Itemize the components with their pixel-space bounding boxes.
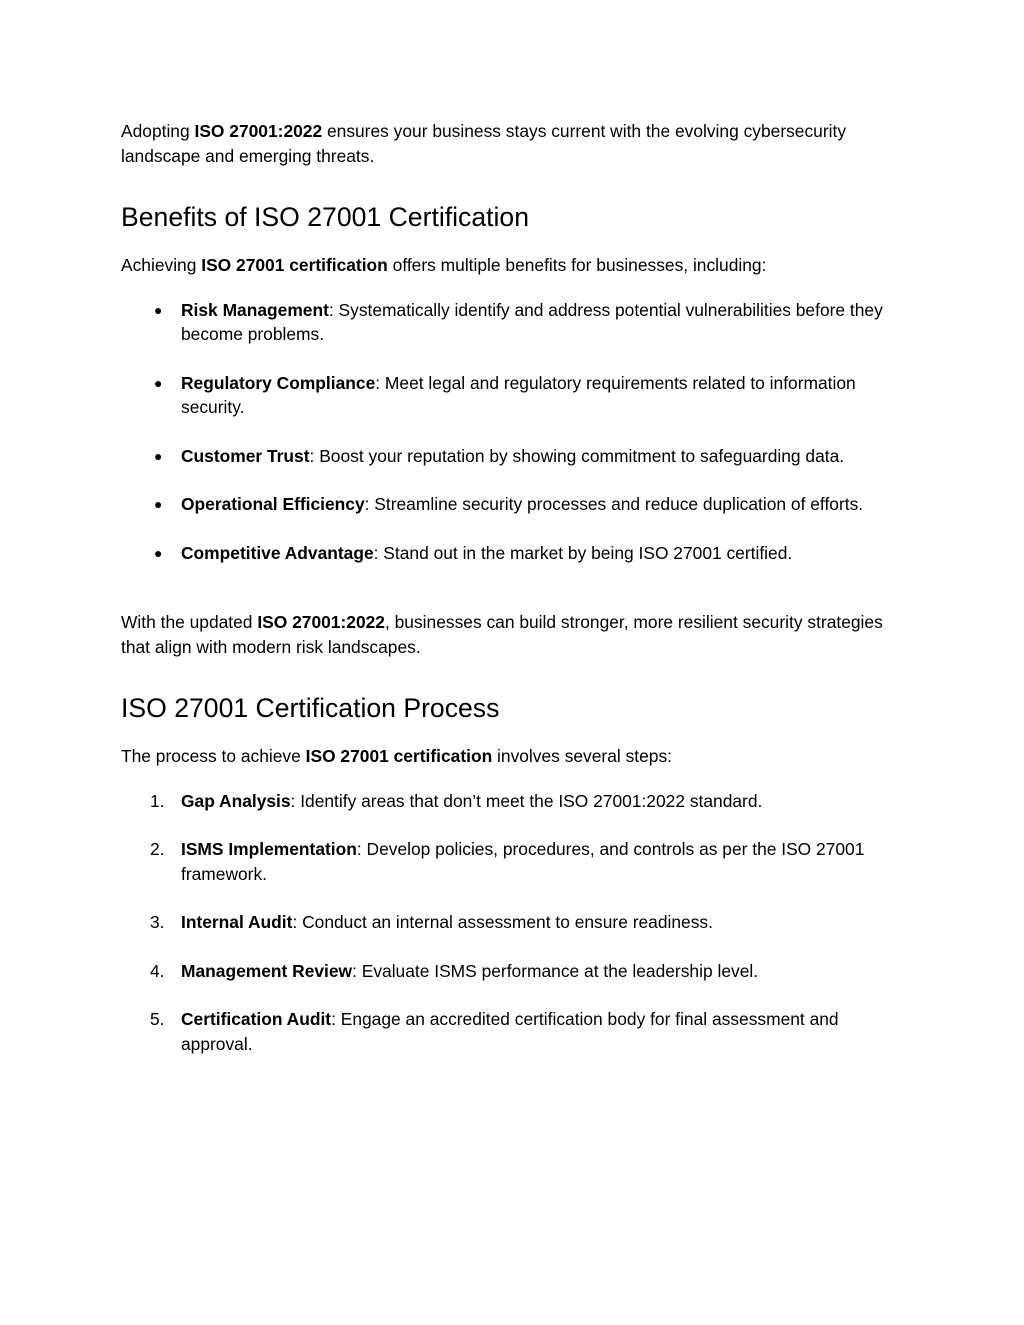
step-number: 2. (150, 839, 165, 859)
benefits-lead-prefix: Achieving (121, 255, 202, 275)
list-item (121, 789, 911, 814)
step-number: 3. (150, 912, 165, 932)
list-item (121, 298, 911, 347)
benefit-text: : Streamline security processes and reduce duplication of efforts. (364, 494, 864, 514)
intro-prefix: Adopting (121, 121, 195, 141)
step-term: Gap Analysis (181, 790, 291, 811)
outro-suffix: , businesses can build stronger, more resilient security strategies that align with modern risk landscapes. (121, 612, 883, 657)
step-text: : Develop policies, procedures, and controls as per the ISO 27001 framework. (181, 839, 865, 884)
benefit-term: Risk Management (181, 299, 329, 320)
bullet-icon: ● (154, 496, 163, 512)
intro-bold: ISO 27001:2022 (194, 121, 323, 141)
step-text: : Identify areas that don’t meet the ISO 27001:2022 standard. (290, 790, 763, 811)
benefits-list (121, 298, 911, 566)
benefits-lead-suffix: offers multiple benefits for businesses, including: (387, 255, 767, 275)
benefit-text: : Boost your reputation by showing commitment to safeguarding data. (309, 445, 845, 466)
list-item (121, 959, 911, 984)
benefit-text: : Systematically identify and address potential vulnerabilities before they become problems. (181, 299, 883, 344)
list-item (121, 444, 911, 469)
process-lead-bold: ISO 27001 certification (305, 746, 493, 766)
document-page (121, 119, 911, 1056)
list-item (121, 541, 911, 566)
benefit-term: Operational Efficiency (181, 494, 365, 514)
list-item (121, 837, 911, 886)
benefit-text: : Stand out in the market by being ISO 27001 certified. (373, 542, 793, 563)
process-steps-list (121, 789, 911, 1057)
process-lead-prefix: The process to achieve (121, 746, 306, 766)
list-item (121, 910, 911, 935)
benefit-text: : Meet legal and regulatory requirements related to information security. (181, 372, 856, 417)
benefits-lead-bold: ISO 27001 certification (201, 255, 388, 275)
bullet-icon: ● (154, 301, 163, 318)
step-term: Management Review (181, 960, 353, 981)
step-number: 5. (150, 1009, 165, 1029)
step-term: Internal Audit (181, 912, 293, 932)
step-text: : Conduct an internal assessment to ensure readiness. (292, 912, 713, 932)
bullet-icon: ● (154, 544, 163, 561)
step-term: Certification Audit (181, 1009, 332, 1029)
step-text: : Engage an accredited certification body for final assessment and approval. (181, 1009, 839, 1054)
bullet-icon: ● (154, 447, 163, 464)
process-heading: ISO 27001 Certification Process (121, 693, 500, 723)
benefit-term: Customer Trust (181, 445, 310, 466)
outro-bold: ISO 27001:2022 (257, 612, 385, 632)
benefits-heading: Benefits of ISO 27001 Certification (121, 202, 529, 232)
step-term: ISMS Implementation (181, 839, 357, 859)
step-number: 1. (150, 790, 165, 811)
intro-paragraph (121, 119, 911, 168)
bullet-icon: ● (154, 374, 163, 391)
benefits-lead (121, 253, 911, 278)
intro-suffix: ensures your business stays current with the evolving cybersecurity landscape and emerging threats. (121, 121, 847, 166)
process-lead-suffix: involves several steps: (492, 746, 672, 766)
outro-prefix: With the updated (121, 612, 258, 632)
benefit-term: Regulatory Compliance (181, 372, 376, 393)
list-item (121, 1007, 911, 1056)
process-lead (121, 744, 911, 769)
step-text: : Evaluate ISMS performance at the leadership level. (352, 960, 759, 981)
list-item (121, 371, 911, 420)
list-item (121, 492, 911, 517)
step-number: 4. (150, 960, 165, 981)
benefit-term: Competitive Advantage (181, 542, 374, 563)
outro-paragraph (121, 610, 911, 659)
